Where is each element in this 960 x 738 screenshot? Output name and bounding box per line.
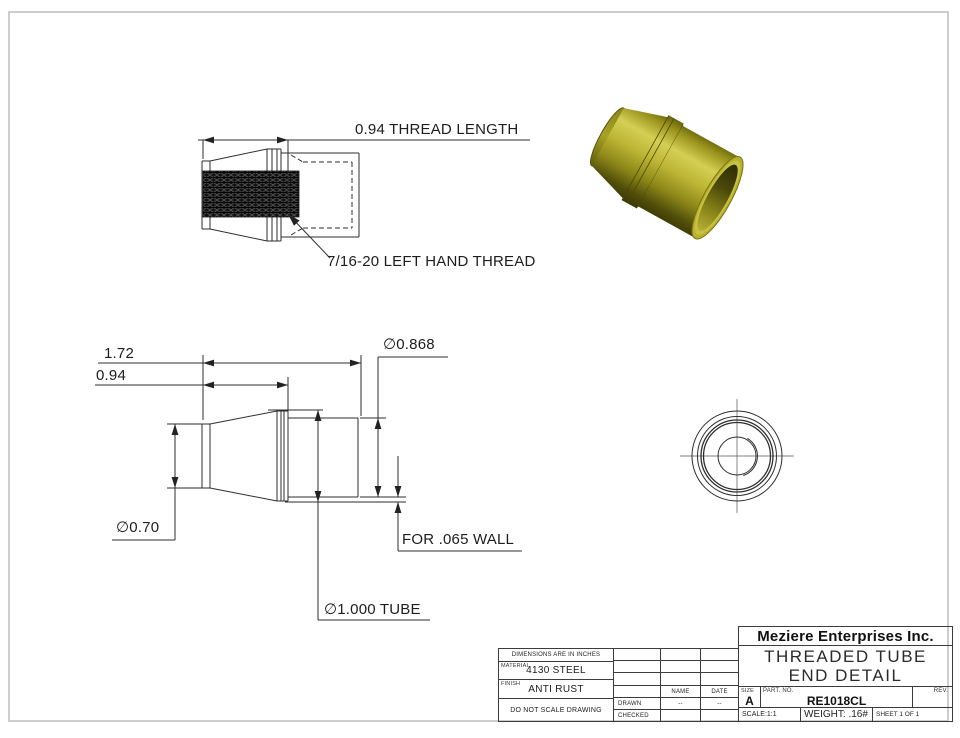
name-header: NAME bbox=[661, 686, 701, 698]
scale-cell: SCALE:1:1 bbox=[739, 708, 801, 721]
material-value: 4130 STEEL bbox=[526, 665, 586, 676]
sig-cell bbox=[661, 649, 701, 661]
sig-cell bbox=[701, 649, 738, 661]
dimensions-note: DIMENSIONS ARE IN INCHES bbox=[511, 652, 601, 658]
checked-date bbox=[701, 710, 738, 721]
side-view-dimensioned bbox=[95, 355, 522, 620]
render-3d bbox=[578, 91, 753, 247]
callout-thread-spec: 7/16-20 LEFT HAND THREAD bbox=[327, 253, 536, 270]
size-value: A bbox=[745, 694, 754, 708]
sig-cell bbox=[614, 649, 661, 661]
side-view-threaded bbox=[198, 137, 530, 258]
titleblock-signatures bbox=[613, 648, 739, 722]
checked-name bbox=[661, 710, 701, 721]
sig-cell bbox=[661, 661, 701, 673]
end-view bbox=[680, 399, 794, 513]
note-tube-size: ∅1.000 TUBE bbox=[324, 601, 421, 618]
material-label: MATERIAL bbox=[501, 663, 530, 669]
drawn-label: DRAWN bbox=[614, 698, 661, 710]
sig-cell bbox=[701, 661, 738, 673]
finish-value: ANTI RUST bbox=[528, 683, 584, 695]
dim-thread-section-length: 0.94 bbox=[96, 367, 126, 384]
drawing-title bbox=[739, 646, 952, 687]
drawing-title-line1: THREADED TUBE bbox=[764, 647, 927, 666]
sheet-cell: SHEET 1 OF 1 bbox=[876, 711, 920, 718]
note-wall-thickness: FOR .065 WALL bbox=[402, 531, 515, 548]
scale-warning: DO NOT SCALE DRAWING bbox=[510, 706, 602, 714]
dim-thread-length: 0.94 THREAD LENGTH bbox=[355, 121, 519, 138]
rev-label: REV. bbox=[933, 688, 948, 694]
titleblock-notes bbox=[498, 648, 614, 722]
size-label: SIZE bbox=[741, 688, 755, 694]
sig-cell bbox=[661, 673, 701, 686]
sig-cell bbox=[701, 673, 738, 686]
drawing-title-line2: END DETAIL bbox=[788, 666, 903, 685]
thread-knurl-texture bbox=[203, 171, 299, 217]
company-name: Meziere Enterprises Inc. bbox=[739, 627, 952, 646]
rev-cell bbox=[913, 687, 952, 707]
part-no-label: PART. NO. bbox=[763, 688, 794, 694]
sig-cell bbox=[614, 673, 661, 686]
titleblock-main bbox=[738, 626, 953, 722]
sig-cell bbox=[614, 686, 661, 698]
dim-insert-diameter: ∅0.868 bbox=[383, 336, 435, 353]
drawn-name: -- bbox=[661, 698, 701, 710]
dim-small-end-diameter: ∅0.70 bbox=[116, 519, 160, 536]
finish-label: FINISH bbox=[501, 681, 521, 687]
drawn-date: -- bbox=[701, 698, 738, 710]
size-cell bbox=[739, 687, 761, 707]
date-header: DATE bbox=[701, 686, 738, 698]
weight-cell: WEIGHT: .16# bbox=[801, 708, 873, 721]
dim-overall-length: 1.72 bbox=[104, 345, 134, 362]
part-number-cell bbox=[761, 687, 913, 707]
part-no-value: RE1018CL bbox=[806, 694, 867, 708]
checked-label: CHECKED bbox=[614, 710, 661, 721]
sig-cell bbox=[614, 661, 661, 673]
